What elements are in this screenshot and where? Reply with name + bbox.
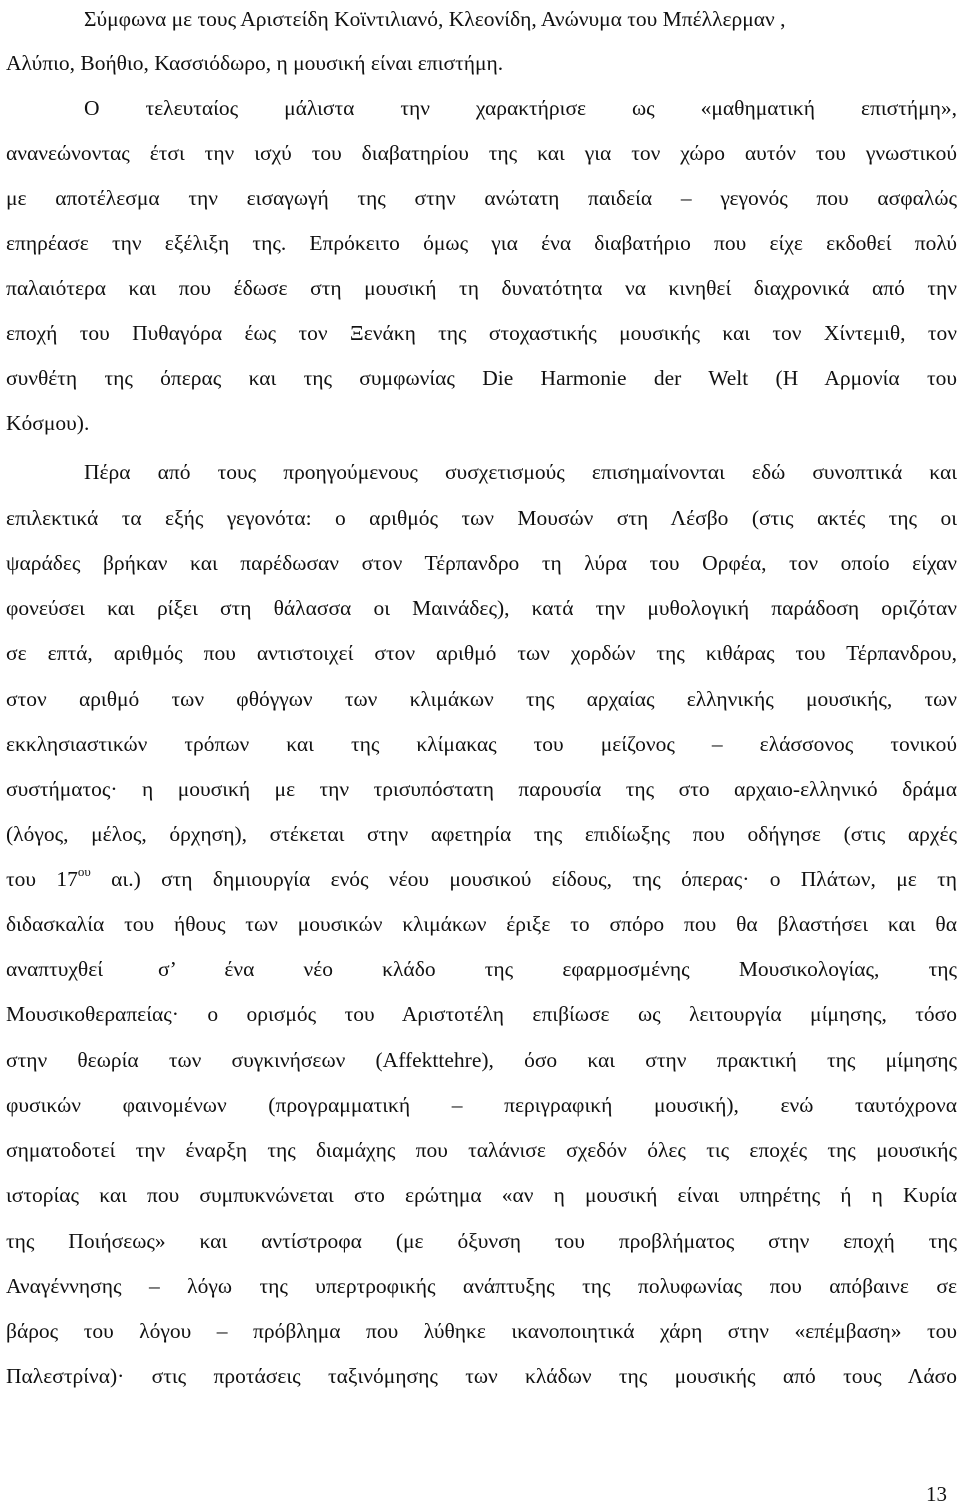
text-line: παλαιότερα και που έδωσε στη μουσική τη δυνατότητα να κινηθεί διαχρονικά από την [6, 276, 957, 300]
text-line: φονεύσει και ρίξει στη θάλασσα οι Μαινάδες), κατά την μυθολογική παράδοση οριζόταν [6, 596, 957, 620]
text-line: σ’ ένα νέο κλάδο της εφαρμοσμένης Μουσικολογίας, της [158, 957, 957, 981]
text-line: επηρέασε την εξέλιξη της. Επρόκειτο όμως για ένα διαβατήριο που είχε εκδοθεί πολύ [6, 231, 957, 255]
text-line: συστήματος· η μουσική με την τρισυπόστατη παρουσία της στο αρχαιο-ελληνικό δράμα [6, 777, 957, 801]
text-line: διδασκαλία του ήθους των μουσικών κλιμάκων έριξε το σπόρο που θα βλαστήσει και θα [6, 912, 957, 936]
text-line: επιλεκτικά τα εξής γεγονότα: ο αριθμός των Μουσών στη Λέσβο (στις ακτές της οι [6, 506, 957, 530]
text-line: συνθέτη της όπερας και της συμφωνίας Die Harmonie der Welt (Η Αρμονία του [6, 366, 957, 390]
text-line: Παλεστρίνα)· στις προτάσεις ταξινόμησης των κλάδων της μουσικής από τους Λάσο [6, 1364, 957, 1388]
text-line: ανανεώνοντας έτσι την ισχύ του διαβατηρίου της και για τον χώρο αυτόν του γνωστικού [6, 141, 957, 165]
text-line [6, 863, 957, 892]
superscript: ου [77, 863, 91, 879]
text-line: Αναγέννησης – λόγω της υπερτροφικής ανάπτυξης της πολυφωνίας που απόβαινε σε [6, 1274, 957, 1298]
text-line: Μουσικοθεραπείας· ο ορισμός του Αριστοτέλη επιβίωσε ως λειτουργία μίμησης, τόσο [6, 1002, 957, 1026]
text-line: εκκλησιαστικών τρόπων και της κλίμακας του μείζονος – ελάσσονος τονικού [6, 732, 957, 756]
text-line: Σύμφωνα με τους Αριστείδη Κοϊντιλιανό, Κλεονίδη, Ανώνυμα του Μπέλλερμαν , [84, 7, 786, 31]
text-fragment: του 17 [6, 867, 78, 891]
text-line: ιστορίας και που συμπυκνώνεται στο ερώτημα «αν η μουσική είναι υπηρέτης ή η Κυρία [6, 1183, 957, 1207]
page-number: 13 [926, 1482, 947, 1506]
text-line: φυσικών φαινομένων (προγραμματική – περιγραφική μουσική), ενώ ταυτόχρονα [6, 1093, 957, 1117]
text-line: (λόγος, μέλος, όρχηση), στέκεται στην αφετηρία της επιδίωξης που οδήγησε (στις αρχές [6, 822, 957, 846]
text-line: Ο τελευταίος μάλιστα την χαρακτήρισε ως «μαθηματική επιστήμη», [84, 96, 957, 120]
text-line: με αποτέλεσμα την εισαγωγή της στην ανώτατη παιδεία – γεγονός που ασφαλώς [6, 186, 957, 210]
text-line: στον αριθμό των φθόγγων των κλιμάκων της αρχαίας ελληνικής μουσικής, των [6, 687, 957, 711]
text-line: σε επτά, αριθμός που αντιστοιχεί στον αριθμό των χορδών της κιθάρας του Τέρπανδρου, [6, 641, 957, 665]
text-line: σηματοδοτεί την έναρξη της διαμάχης που ταλάνισε σχεδόν όλες τις εποχές της μουσικής [6, 1138, 957, 1162]
text-fragment: αι.) στη δημιουργία ενός νέου μουσικού είδους, της όπερας· ο Πλάτων, με τη [90, 867, 957, 891]
text-line: βάρος του λόγου – πρόβλημα που λύθηκε ικανοποιητικά χάρη στην «επέμβαση» του [6, 1319, 957, 1343]
text-line: εποχή του Πυθαγόρα έως τον Ξενάκη της στοχαστικής μουσικής και τον Χίντεμιθ, τον [6, 321, 957, 345]
text-line: αναπτυχθεί [6, 957, 104, 981]
text-line: Πέρα από τους προηγούμενους συσχετισμούς επισημαίνονται εδώ συνοπτικά και [84, 460, 957, 484]
text-line: Κόσμου). [6, 411, 90, 435]
text-line: στην θεωρία των συγκινήσεων (Affekttehre), όσο και στην πρακτική της μίμησης [6, 1048, 957, 1072]
text-line: της Ποιήσεως» και αντίστροφα (με όξυνση του προβλήματος στην εποχή της [6, 1229, 957, 1253]
text-line: ψαράδες βρήκαν και παρέδωσαν στον Τέρπανδρο τη λύρα του Ορφέα, τον οποίο είχαν [6, 551, 957, 575]
text-line: Αλύπιο, Βοήθιο, Κασσιόδωρο, η μουσική είναι επιστήμη. [6, 51, 504, 75]
